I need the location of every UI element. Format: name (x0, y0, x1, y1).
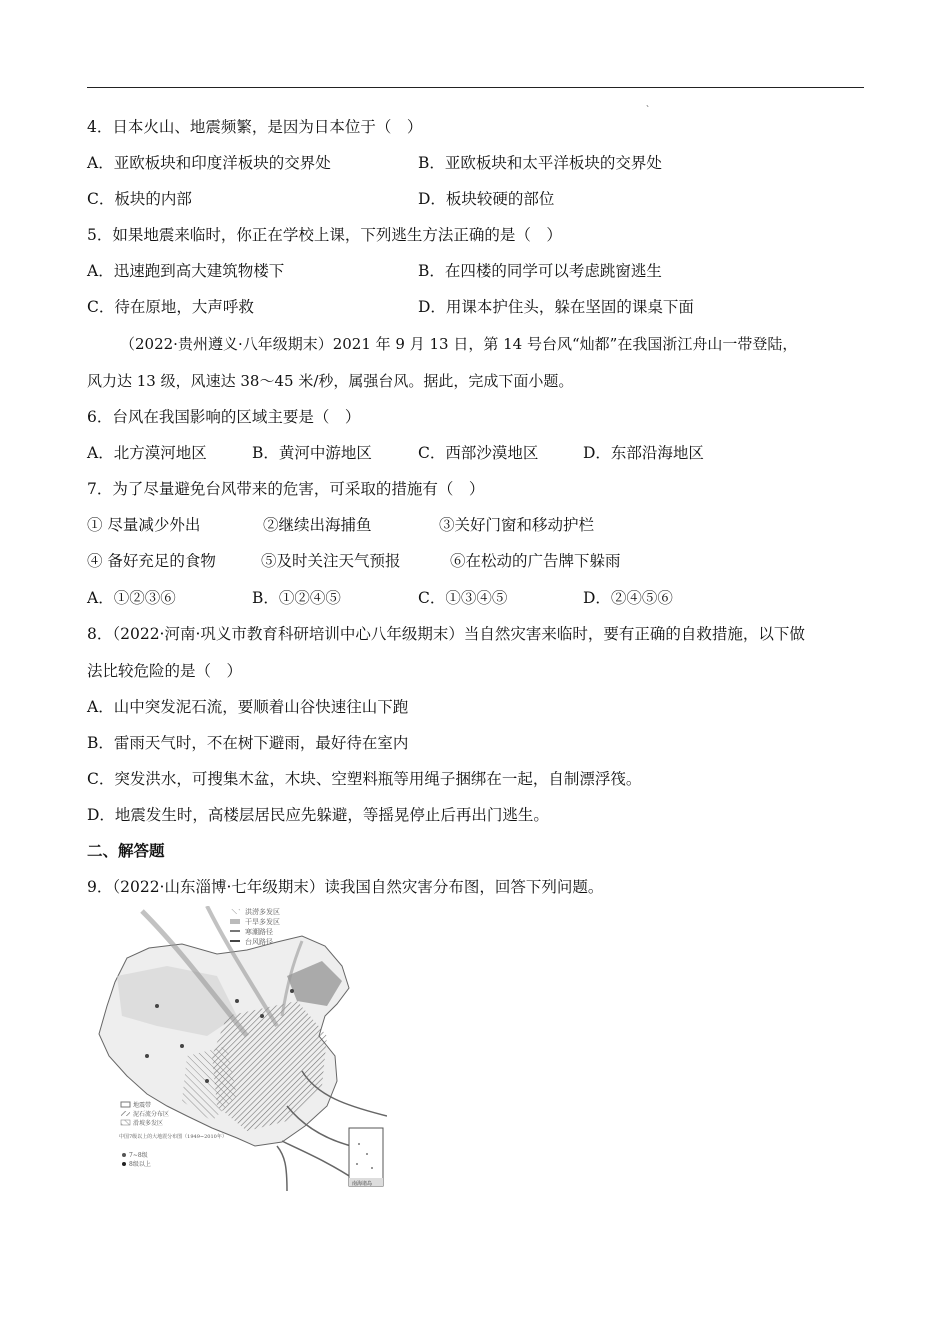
q7-item-6: ⑥在松动的广告牌下躲雨 (450, 552, 621, 570)
q5-option-a[interactable]: A．迅速跑到高大建筑物楼下 (87, 262, 285, 280)
legend-quake-note: 中国7级以上的大地震分布图（1949~2010年） (119, 1134, 227, 1140)
legend-cold-wave: 寒潮路径 (245, 928, 273, 936)
legend-flood: 洪涝多发区 (245, 908, 280, 916)
q8-stem-line-1: 8．（2022·河南·巩义市教育科研培训中心八年级期末）当自然灾害来临时，要有正确的自救措施，以下做 (87, 625, 805, 643)
passage-line-2: 风力达 13 级，风速达 38～45 米/秒，属强台风。据此，完成下面小题。 (87, 372, 574, 390)
header-rule (87, 87, 864, 88)
q7-option-c[interactable]: C．①③④⑤ (418, 589, 508, 607)
q8-option-a[interactable]: A．山中突发泥石流，要顺着山谷快速往山下跑 (87, 698, 409, 716)
q7-stem: 7．为了尽量避免台风带来的危害，可采取的措施有（ ） (87, 480, 485, 498)
inset-label: 南海诸岛 (352, 1181, 373, 1187)
q5-stem: 5．如果地震来临时，你正在学校上课，下列逃生方法正确的是（ ） (87, 226, 562, 244)
legend-typhoon: 台风路径 (245, 938, 273, 946)
disaster-map (87, 906, 387, 1196)
legend-drought: 干旱多发区 (245, 918, 280, 926)
q7-item-3: ③关好门窗和移动护栏 (439, 516, 595, 534)
q7-option-a[interactable]: A．①②③⑥ (87, 589, 176, 607)
q5-options-row2 (87, 297, 694, 317)
q8-option-c[interactable]: C．突发洪水，可搜集木盆，木块、空塑料瓶等用绳子捆绑在一起，自制漂浮筏。 (87, 770, 642, 788)
q6-options (87, 443, 704, 463)
q7-item-1: ① 尽量减少外出 (87, 516, 201, 534)
q4-stem: 4．日本火山、地震频繁，是因为日本位于（ ） (87, 118, 423, 136)
legend-quake-8: 8级以上 (129, 1161, 151, 1168)
legend-mudflow: 泥石流分布区 (133, 1111, 170, 1118)
q6-option-a[interactable]: A．北方漠河地区 (87, 444, 207, 462)
map-legend-top (230, 907, 280, 946)
q5-option-c[interactable]: C．待在原地，大声呼救 (87, 298, 254, 316)
q7-item-2: ②继续出海捕鱼 (263, 516, 372, 534)
q4-option-c[interactable]: C．板块的内部 (87, 190, 192, 208)
q7-item-4: ④ 备好充足的食物 (87, 552, 216, 570)
q7-option-d[interactable]: D．②④⑤⑥ (583, 589, 673, 607)
q5-options-row1 (87, 261, 662, 281)
q5-option-b[interactable]: B．在四楼的同学可以考虑跳窗逃生 (418, 262, 662, 280)
q6-stem: 6．台风在我国影响的区域主要是（ ） (87, 408, 361, 426)
q8-option-b[interactable]: B．雷雨天气时，不在树下避雨，最好待在室内 (87, 734, 409, 752)
q7-items-row1 (87, 515, 595, 535)
q4-options-row1 (87, 153, 662, 173)
q6-option-d[interactable]: D．东部沿海地区 (583, 444, 704, 462)
q7-option-b[interactable]: B．①②④⑤ (252, 589, 341, 607)
q6-option-b[interactable]: B．黄河中游地区 (252, 444, 372, 462)
legend-quake-7-8: 7~8级 (129, 1152, 148, 1159)
legend-seismic-belt: 地震带 (133, 1102, 152, 1109)
south-china-sea-inset (349, 1128, 383, 1187)
q7-options (87, 588, 673, 608)
q7-item-5: ⑤及时关注天气预报 (261, 552, 401, 570)
q4-options-row2 (87, 189, 555, 209)
q6-option-c[interactable]: C．西部沙漠地区 (418, 444, 539, 462)
q4-option-a[interactable]: A．亚欧板块和印度洋板块的交界处 (87, 154, 331, 172)
section-title: 二、解答题 (87, 841, 165, 860)
legend-landslide: 滑坡多发区 (133, 1120, 164, 1127)
q4-option-b[interactable]: B．亚欧板块和太平洋板块的交界处 (418, 154, 662, 172)
disaster-map-figure (87, 906, 387, 1196)
q7-items-row2 (87, 551, 621, 571)
passage-line-1: （2022·贵州遵义·八年级期末）2021 年 9 月 13 日，第 14 号台风“灿都”在我国浙江舟山一带登陆， (120, 335, 798, 353)
q8-option-d[interactable]: D．地震发生时，高楼层居民应先躲避，等摇晃停止后再出门逃生。 (87, 806, 549, 824)
header-mark: 、 (646, 99, 654, 108)
q5-option-d[interactable]: D．用课本护住头，躲在坚固的课桌下面 (418, 298, 694, 316)
q9-stem: 9．（2022·山东淄博·七年级期末）读我国自然灾害分布图，回答下列问题。 (87, 878, 604, 896)
q8-stem-line-2: 法比较危险的是（ ） (87, 662, 243, 680)
q4-option-d[interactable]: D．板块较硬的部位 (418, 190, 555, 208)
